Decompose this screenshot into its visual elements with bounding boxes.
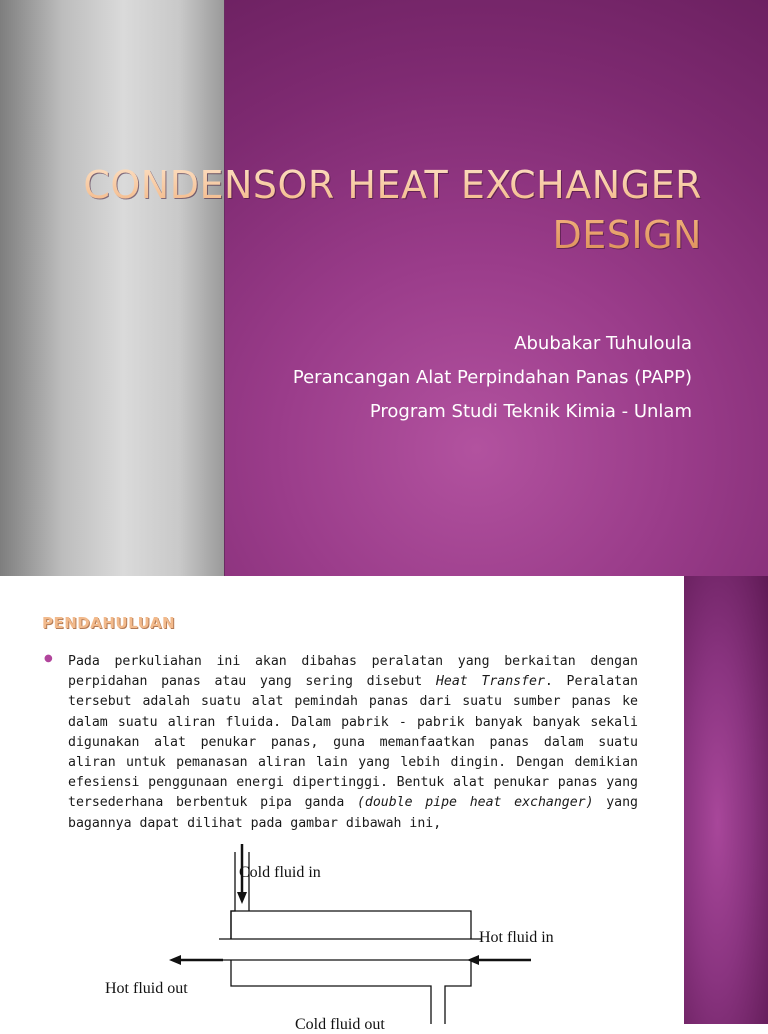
hot-in-arrowhead [467, 955, 479, 965]
label-hot-fluid-out: Hot fluid out [105, 980, 188, 997]
slide-subtitle [132, 327, 692, 429]
bullet-dot-icon: ● [44, 653, 53, 664]
cold-outlet-nozzle [445, 960, 471, 1024]
purple-accent-panel [684, 576, 768, 1024]
label-hot-fluid-in: Hot fluid in [479, 929, 554, 946]
label-cold-fluid-out: Cold fluid out [295, 1016, 385, 1033]
intro-paragraph [68, 652, 638, 834]
slide-title-line2: DESIGN [552, 213, 702, 257]
label-cold-fluid-in: Cold fluid in [239, 864, 321, 881]
outer-shell-top [231, 911, 471, 939]
author-name: Abubakar Tuhuloula [514, 333, 692, 354]
department-name: Program Studi Teknik Kimia - Unlam [369, 401, 692, 422]
paragraph-part-3: yang bagannya dapat dilihat pada gambar dibawah ini, [68, 795, 638, 831]
paragraph-part-2: . Peralatan tersebut adalah suatu alat pemindah panas dari suatu sumber panas ke dalam suatu aliran fluida. Dalam pabrik - pabrik banyak banyak sekali digunakan alat penukar panas, guna memanfaatkan panas dalam suatu aliran untuk pemanasan aliran lain yang lebih dingin. Dengan demikian efesiensi penggunaan energi dipertinggi. Bentuk alat penukar panas yang tersederhana berbentuk pipa ganda [68, 674, 638, 811]
paragraph-part-1: Pada perkuliahan ini akan dibahas peralatan yang berkaitan dengan perpidahan panas atau yang sering disebut [68, 654, 638, 690]
grey-side-panel [0, 0, 225, 576]
outer-shell-bottom [231, 960, 431, 1024]
section-heading: PENDAHULUAN [42, 614, 175, 632]
term-heat-transfer: Heat Transfer [435, 674, 545, 690]
cold-in-arrowhead [237, 892, 247, 904]
slide-title [42, 160, 702, 260]
slide-title-line1: CONDENSOR HEAT EXCHANGER [83, 163, 702, 207]
content-slide [0, 576, 768, 1033]
course-name: Perancangan Alat Perpindahan Panas (PAPP) [292, 367, 692, 388]
double-pipe-diagram [95, 844, 595, 1033]
hot-out-arrowhead [169, 955, 181, 965]
term-double-pipe: (double pipe heat exchanger) [356, 795, 594, 811]
